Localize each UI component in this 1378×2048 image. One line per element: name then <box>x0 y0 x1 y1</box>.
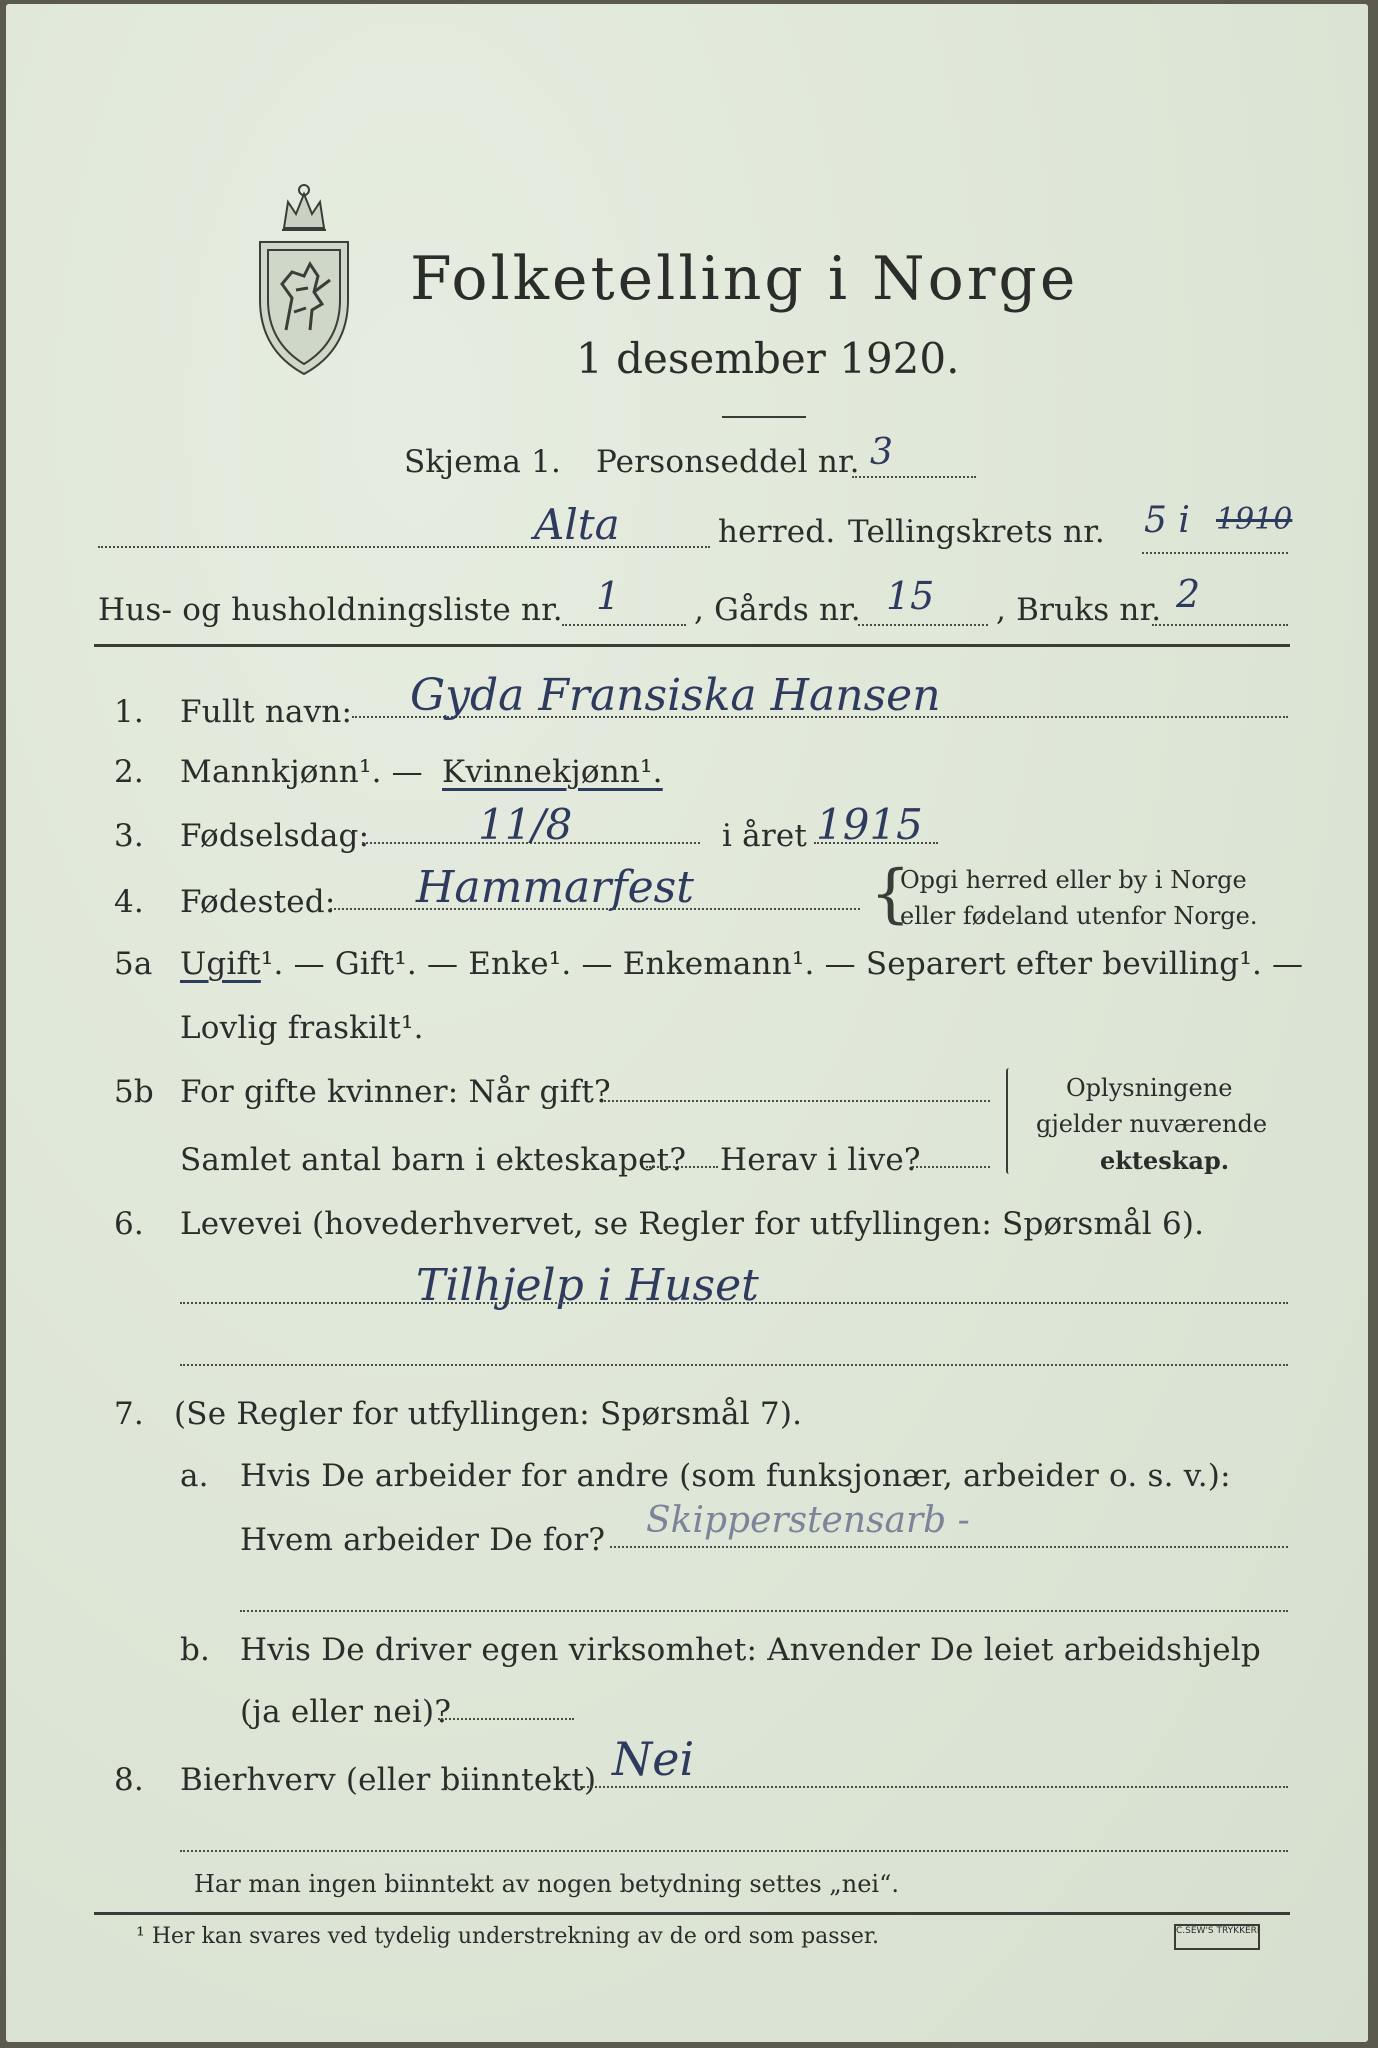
sex-option-female[interactable]: Kvinnekjønn¹. <box>442 754 663 790</box>
employer-line-1 <box>610 1546 1288 1548</box>
q1-label: Fullt navn: <box>180 694 353 730</box>
bruks-line <box>1152 624 1288 626</box>
occupation-line-2 <box>180 1364 1288 1366</box>
married-when-line <box>604 1100 990 1102</box>
schema-label: Skjema 1. <box>404 444 562 480</box>
husliste-label: Hus- og husholdningsliste nr. <box>98 592 563 628</box>
marital-options-rest: ¹. — Gift¹. — Enke¹. — Enkemann¹. — Separert efter bevilling¹. — <box>260 946 1304 982</box>
gards-label: , Gårds nr. <box>694 592 861 628</box>
tellingskrets-line <box>1142 552 1288 554</box>
side-income-line-2 <box>180 1850 1288 1852</box>
marital-option-ugift[interactable]: Ugift <box>180 946 261 982</box>
q3-year-label: i året <box>722 818 808 854</box>
q3-label: Fødselsdag: <box>180 818 370 854</box>
q4-number: 4. <box>114 884 144 920</box>
hired-help-line <box>438 1718 574 1720</box>
q4-note-line1: Opgi herred eller by i Norge <box>900 866 1247 894</box>
tellingskrets-label: Tellingskrets nr. <box>848 514 1105 550</box>
footer-divider <box>94 1912 1290 1915</box>
employer-value[interactable]: Skipperstensarb - <box>646 1500 970 1541</box>
q7a-letter: a. <box>180 1458 209 1494</box>
q7b-line2: (ja eller nei)? <box>240 1694 452 1730</box>
q7a-line2: Hvem arbeider De for? <box>240 1522 606 1558</box>
q5b-note-line1: Oplysningene <box>1066 1074 1233 1102</box>
q6-number: 6. <box>114 1206 144 1242</box>
q8-label: Bierhverv (eller biinntekt) <box>180 1762 597 1798</box>
q7-number: 7. <box>114 1396 144 1432</box>
bruks-value[interactable]: 2 <box>1176 572 1201 616</box>
q5b-bracket <box>1006 1068 1012 1174</box>
gards-value[interactable]: 15 <box>886 574 935 618</box>
q5b-note-line2: gjelder nuværende <box>1036 1110 1268 1138</box>
q7b-line1: Hvis De driver egen virksomhet: Anvender De leiet arbeidshjelp <box>240 1632 1261 1668</box>
printer-stamp <box>1174 1924 1260 1950</box>
personseddel-value[interactable]: 3 <box>870 432 893 473</box>
gards-line <box>858 624 988 626</box>
sex-option-male[interactable]: Mannkjønn¹. — <box>180 754 423 790</box>
q7b-letter: b. <box>180 1632 211 1668</box>
printer-stamp-text: C.SEW'S TRYKKERI <box>1176 1926 1260 1936</box>
q2-number: 2. <box>114 754 144 790</box>
tellingskrets-struck: 1910 <box>1216 502 1293 537</box>
personseddel-label: Personseddel nr. <box>596 444 860 480</box>
census-form-sheet <box>6 4 1368 2042</box>
census-date: 1 desember 1920. <box>576 334 960 383</box>
occupation-line-1 <box>180 1302 1288 1304</box>
q5b-alive-label: Herav i live? <box>720 1142 921 1178</box>
side-income-value[interactable]: Nei <box>612 1732 695 1786</box>
husliste-line <box>562 624 686 626</box>
birthplace-value[interactable]: Hammarfest <box>416 862 694 913</box>
q1-number: 1. <box>114 694 144 730</box>
occupation-value[interactable]: Tilhjelp i Huset <box>416 1260 759 1311</box>
q7a-line1: Hvis De arbeider for andre (som funksjonær, arbeider o. s. v.): <box>240 1458 1231 1494</box>
q6-label: Levevei (hovederhvervet, se Regler for utfyllingen: Spørsmål 6). <box>180 1206 1205 1242</box>
birthyear-value[interactable]: 1915 <box>816 800 923 849</box>
marital-option-fraskilt[interactable]: Lovlig fraskilt¹. <box>180 1010 424 1046</box>
herred-value[interactable]: Alta <box>534 500 620 549</box>
coat-of-arms-icon <box>252 180 356 378</box>
q3-number: 3. <box>114 818 144 854</box>
title-divider <box>722 416 806 418</box>
q5b-number: 5b <box>114 1074 154 1110</box>
q5b-note-line3: ekteskap. <box>1100 1146 1230 1175</box>
alive-line <box>912 1166 990 1168</box>
q7-label: (Se Regler for utfyllingen: Spørsmål 7). <box>174 1396 803 1432</box>
footer-note: Har man ingen biinntekt av nogen betydning settes „nei“. <box>194 1870 899 1898</box>
q5b-children-label: Samlet antal barn i ekteskapet? <box>180 1142 687 1178</box>
bruks-label: , Bruks nr. <box>996 592 1162 628</box>
employer-line-2 <box>240 1610 1288 1612</box>
q5a-number: 5a <box>114 946 153 982</box>
q4-brace: { <box>870 857 911 931</box>
tellingskrets-value[interactable]: 5 i <box>1144 500 1190 541</box>
side-income-line-1 <box>580 1786 1288 1788</box>
header-divider <box>94 644 1290 647</box>
herred-label: herred. <box>718 514 836 550</box>
birthdate-value[interactable]: 11/8 <box>478 800 573 849</box>
q5a-options <box>180 946 1303 982</box>
q8-number: 8. <box>114 1762 144 1798</box>
full-name-value[interactable]: Gyda Fransiska Hansen <box>410 670 941 721</box>
form-title: Folketelling i Norge <box>410 244 1079 314</box>
q4-note-line2: eller fødeland utenfor Norge. <box>900 902 1258 930</box>
footnote: ¹ Her kan svares ved tydelig understrekning av de ord som passer. <box>136 1924 879 1949</box>
husliste-value[interactable]: 1 <box>596 574 621 618</box>
q4-label: Fødested: <box>180 884 336 920</box>
q5b-line1: For gifte kvinner: Når gift? <box>180 1074 611 1110</box>
children-line <box>646 1166 718 1168</box>
personseddel-line <box>852 476 976 478</box>
